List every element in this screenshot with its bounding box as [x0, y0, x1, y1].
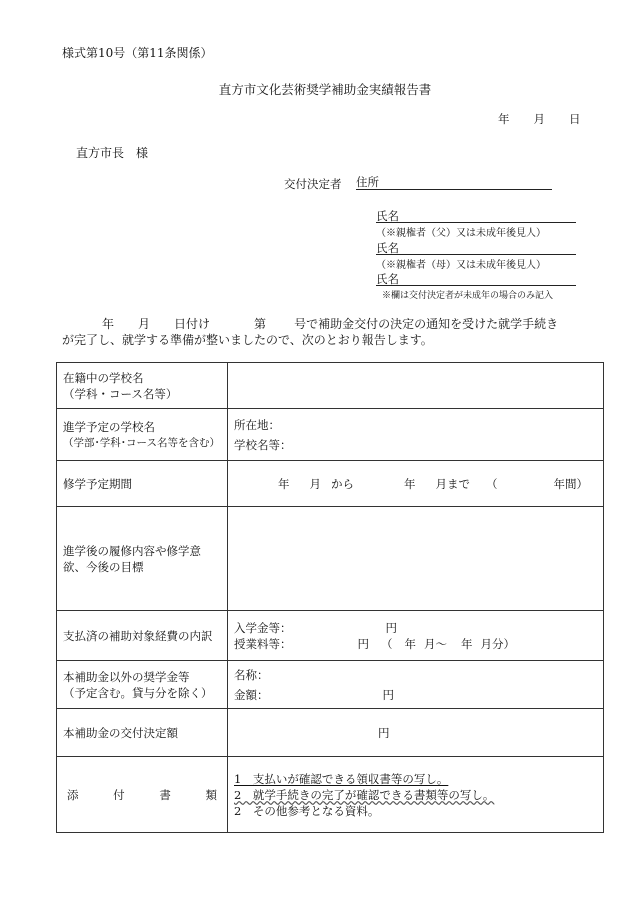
row-grant-amount	[57, 709, 604, 757]
father-note: （※親権者（父）又は未成年後見人）	[376, 228, 546, 239]
study-period-value[interactable]: 年 月 から 年 月まで （ 年間）	[228, 461, 604, 507]
name-field-2[interactable]	[376, 240, 576, 255]
expenses-value[interactable]: 入学金等： 円 授業料等： 円 （ 年 月～ 年 月分）	[228, 611, 604, 661]
name-label-2: 氏名	[376, 241, 399, 255]
name-field-1[interactable]	[376, 208, 576, 223]
attachments-list	[228, 757, 604, 833]
row-goals	[57, 507, 604, 611]
current-school-value[interactable]	[228, 363, 604, 409]
document-title: 直方市文化芸術奨学補助金実績報告書	[218, 82, 432, 97]
attachment-item-3: 2 その他参考となる資料。	[234, 803, 380, 818]
goals-value[interactable]	[228, 507, 604, 611]
report-table	[56, 362, 604, 833]
row-study-period	[57, 461, 604, 507]
attachments-label: 添 付 書 類	[57, 757, 228, 833]
name-field-3[interactable]	[376, 271, 576, 286]
expenses-label: 支払済の補助対象経費の内訳	[57, 611, 228, 661]
row-expenses	[57, 611, 604, 661]
attachment-item-1: 1 支払いが確認できる領収書等の写し。	[234, 771, 449, 786]
other-scholarship-label: 本補助金以外の奨学金等 （予定含む。貸与分を除く）	[57, 661, 228, 709]
minor-note: ※欄は交付決定者が未成年の場合のみ記入	[382, 291, 554, 301]
intro-line-1: 年 月 日付け 第 号で補助金交付の決定の通知を受けた就学手続き	[102, 317, 559, 331]
current-school-label: 在籍中の学校名 （学科・コース名等）	[57, 363, 228, 409]
planned-school-value[interactable]: 所在地： 学校名等：	[228, 409, 604, 461]
row-other-scholarship	[57, 661, 604, 709]
goals-label: 進学後の履修内容や修学意 欲、今後の目標	[57, 507, 228, 611]
grant-amount-value[interactable]: 円	[228, 709, 604, 757]
attachment-item-2: 2 就学手続きの完了が確認できる書類等の写し。	[234, 787, 495, 802]
row-current-school	[57, 363, 604, 409]
addressee: 直方市長 様	[76, 146, 149, 160]
row-planned-school	[57, 409, 604, 461]
study-period-label: 修学予定期間	[57, 461, 228, 507]
other-scholarship-value[interactable]: 名称： 金額： 円	[228, 661, 604, 709]
mother-note: （※親権者（母）又は未成年後見人）	[376, 260, 546, 271]
form-number: 様式第10号（第11条関係）	[62, 46, 213, 60]
intro-line-2: が完了し、就学する準備が整いましたので、次のとおり報告します。	[62, 333, 433, 347]
address-field[interactable]	[356, 174, 552, 190]
row-attachments	[57, 757, 604, 833]
planned-school-label: 進学予定の学校名 （学部･学科･コース名等を含む）	[57, 409, 228, 461]
grant-amount-label: 本補助金の交付決定額	[57, 709, 228, 757]
name-label-3: 氏名	[376, 272, 399, 286]
applicant-label: 交付決定者	[284, 177, 342, 191]
name-label-1: 氏名	[376, 209, 399, 223]
date-line: 年 月 日	[498, 112, 581, 126]
address-label: 住所	[356, 175, 379, 189]
